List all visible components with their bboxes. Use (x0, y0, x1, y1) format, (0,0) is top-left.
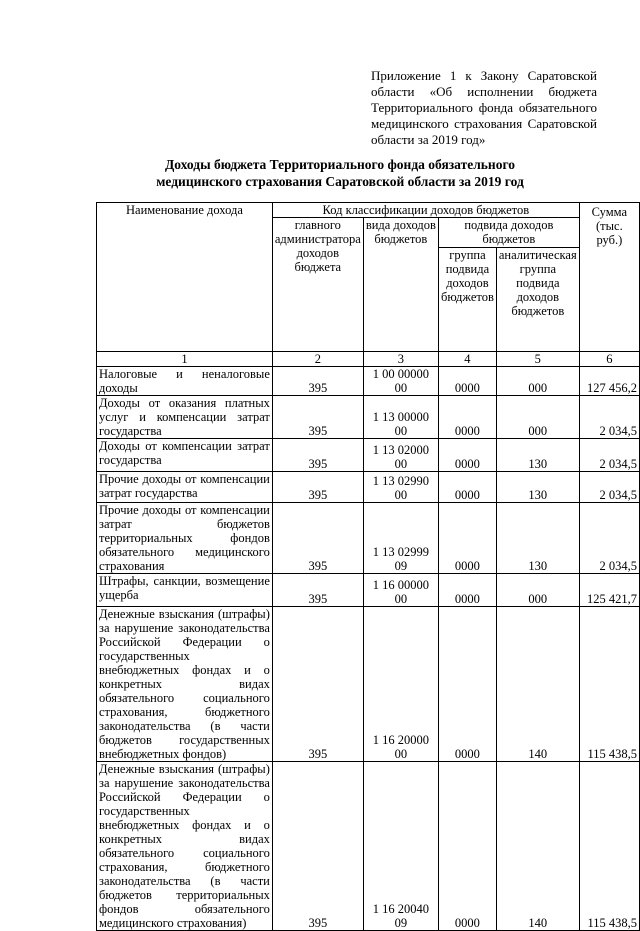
col-number-4: 4 (438, 352, 496, 367)
col-number-5: 5 (496, 352, 579, 367)
row-name: Денежные взыскания (штрафы) за нарушение законодательства Российской Федерации о государственных внебюджетных фондах и о конкретных видах обязательного социального страхования, бюджетного законодательства (в части бюджетов территориальных фондов обязательного медицинского страхования) (97, 762, 273, 931)
row-sum: 115 438,5 (579, 762, 639, 931)
row-analytic-code: 000 (496, 574, 579, 607)
table-row (97, 503, 640, 574)
row-group-code: 0000 (438, 762, 496, 931)
row-admin-code: 395 (272, 503, 363, 574)
header-sum: Сумма (тыс. руб.) (579, 203, 639, 352)
title-line-1: Доходы бюджета Территориального фонда обязательного (164, 157, 515, 172)
col-number-2: 2 (272, 352, 363, 367)
row-sum: 2 034,5 (579, 396, 639, 439)
table-row (97, 762, 640, 931)
row-sum: 2 034,5 (579, 439, 639, 472)
row-name: Прочие доходы от компенсации затрат бюджетов территориальных фондов обязательного медицинского страхования (97, 503, 273, 574)
row-admin-code: 395 (272, 367, 363, 396)
row-admin-code: 395 (272, 396, 363, 439)
table-row (97, 367, 640, 396)
row-analytic-code: 000 (496, 396, 579, 439)
table-row (97, 472, 640, 503)
row-kind-code: 1 13 02000 00 (363, 439, 438, 472)
header-group: группа подвида доходов бюджетов (438, 248, 496, 352)
row-analytic-code: 130 (496, 503, 579, 574)
row-kind-code: 1 00 00000 00 (363, 367, 438, 396)
header-code-group: Код классификации доходов бюджетов (272, 203, 579, 218)
row-kind-code: 1 16 00000 00 (363, 574, 438, 607)
row-group-code: 0000 (438, 503, 496, 574)
row-analytic-code: 130 (496, 439, 579, 472)
row-name: Прочие доходы от компенсации затрат государства (97, 472, 273, 503)
row-group-code: 0000 (438, 574, 496, 607)
row-sum: 125 421,7 (579, 574, 639, 607)
row-name: Налоговые и неналоговые доходы (97, 367, 273, 396)
row-sum: 2 034,5 (579, 503, 639, 574)
row-group-code: 0000 (438, 607, 496, 762)
header-name: Наименование дохода (97, 203, 273, 352)
row-name: Денежные взыскания (штрафы) за нарушение законодательства Российской Федерации о государственных внебюджетных фондах и о конкретных видах обязательного социального страхования, бюджетного законодательства (в части бюджетов государственных внебюджетных фондов) (97, 607, 273, 762)
table-row (97, 439, 640, 472)
row-kind-code: 1 13 00000 00 (363, 396, 438, 439)
row-admin-code: 395 (272, 574, 363, 607)
row-admin-code: 395 (272, 607, 363, 762)
row-analytic-code: 140 (496, 607, 579, 762)
column-numbers-row (97, 352, 640, 367)
row-name: Штрафы, санкции, возмещение ущерба (97, 574, 273, 607)
col-number-6: 6 (579, 352, 639, 367)
header-subkind: подвида доходов бюджетов (438, 218, 579, 248)
row-sum: 115 438,5 (579, 607, 639, 762)
table-row (97, 574, 640, 607)
table-row (97, 396, 640, 439)
row-kind-code: 1 13 02999 09 (363, 503, 438, 574)
row-name: Доходы от компенсации затрат государства (97, 439, 273, 472)
row-analytic-code: 000 (496, 367, 579, 396)
row-sum: 2 034,5 (579, 472, 639, 503)
row-group-code: 0000 (438, 439, 496, 472)
title-line-2: медицинского страхования Саратовской области за 2019 год (156, 174, 524, 189)
row-kind-code: 1 16 20040 09 (363, 762, 438, 931)
row-group-code: 0000 (438, 367, 496, 396)
row-admin-code: 395 (272, 472, 363, 503)
row-name: Доходы от оказания платных услуг и компенсации затрат государства (97, 396, 273, 439)
row-analytic-code: 130 (496, 472, 579, 503)
row-sum: 127 456,2 (579, 367, 639, 396)
document-title (150, 156, 530, 190)
appendix-note: Приложение 1 к Закону Саратовской области «Об исполнении бюджета Территориального фонда обязательного медицинского страхования Саратовской области за 2019 год» (371, 68, 597, 147)
income-table (96, 202, 640, 931)
row-kind-code: 1 16 20000 00 (363, 607, 438, 762)
row-analytic-code: 140 (496, 762, 579, 931)
header-kind: вида доходов бюджетов (363, 218, 438, 352)
row-admin-code: 395 (272, 439, 363, 472)
header-admin: главного администратора доходов бюджета (272, 218, 363, 352)
row-kind-code: 1 13 02990 00 (363, 472, 438, 503)
header-analytic: аналитическая группа подвида доходов бюджетов (496, 248, 579, 352)
row-admin-code: 395 (272, 762, 363, 931)
col-number-3: 3 (363, 352, 438, 367)
table-row (97, 607, 640, 762)
row-group-code: 0000 (438, 472, 496, 503)
col-number-1: 1 (97, 352, 273, 367)
row-group-code: 0000 (438, 396, 496, 439)
